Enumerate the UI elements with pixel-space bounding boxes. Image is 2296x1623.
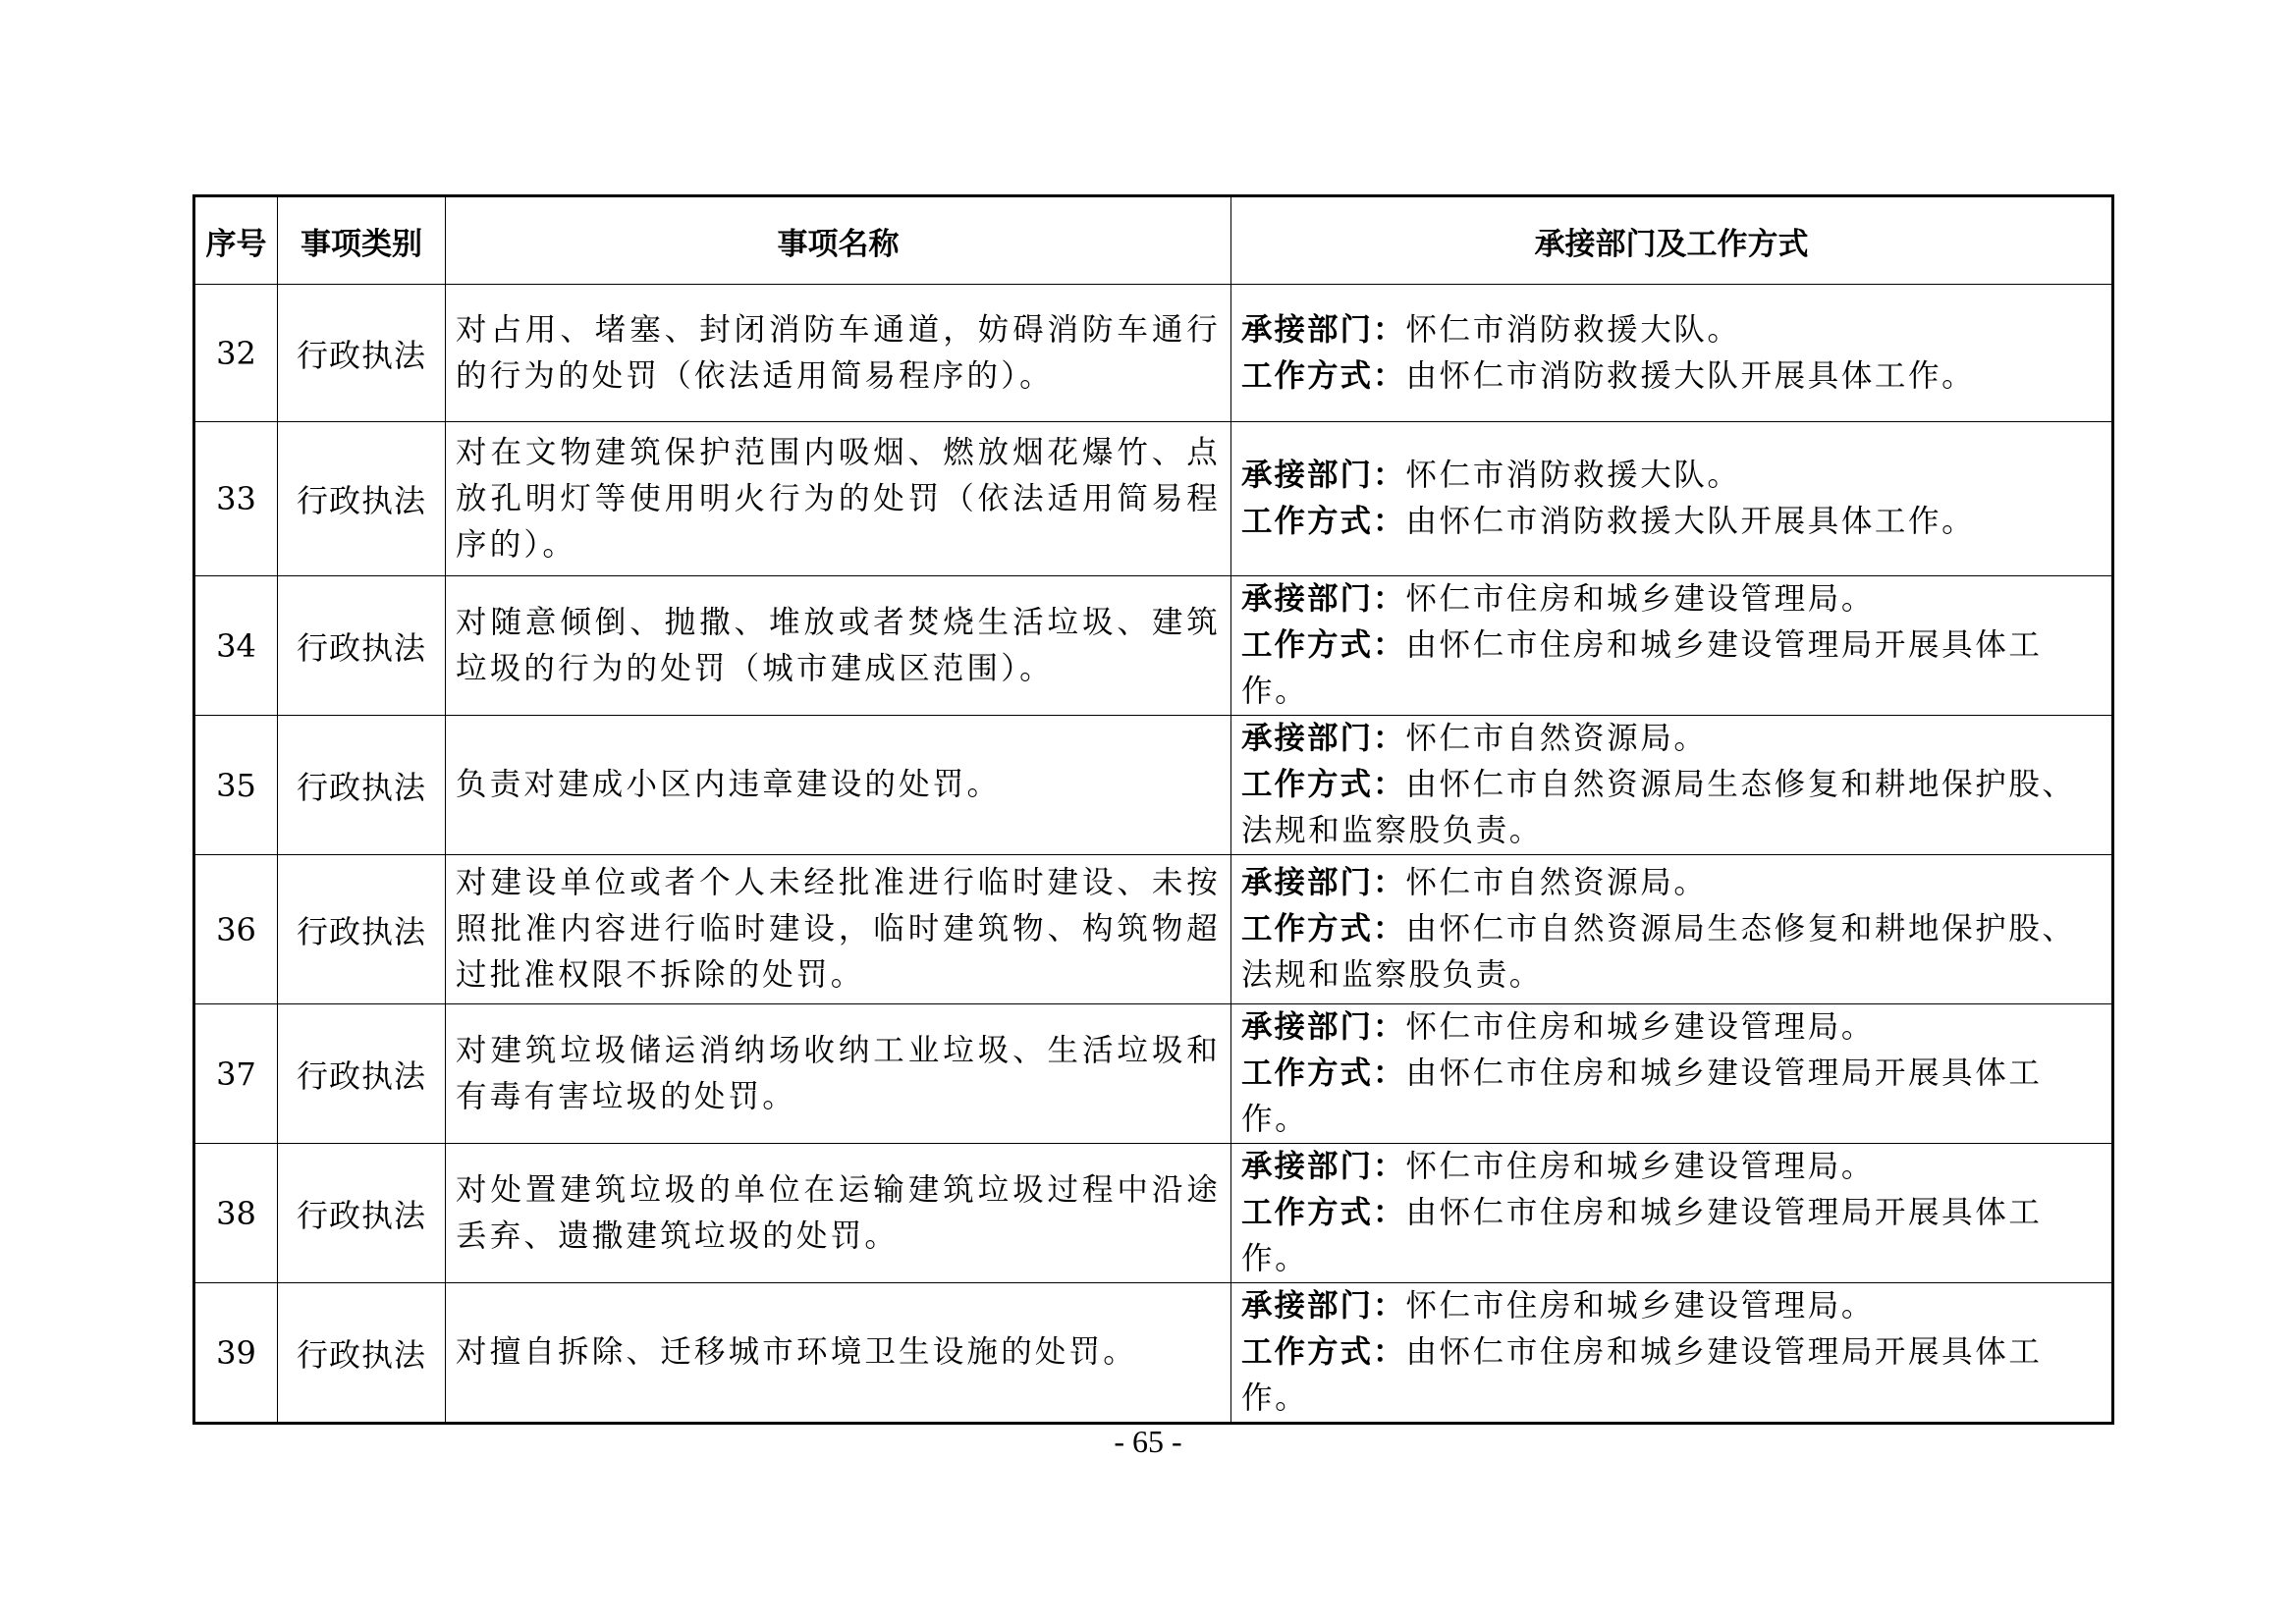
dept-label: 承接部门： — [1241, 1009, 1406, 1045]
method-value: 由怀仁市自然资源局生态修复和耕地保护股、法规和监察股负责。 — [1241, 767, 2076, 848]
dept-label: 承接部门： — [1241, 458, 1406, 493]
header-seq: 序号 — [194, 196, 278, 285]
header-dept: 承接部门及工作方式 — [1231, 196, 2113, 285]
row-dept-cell — [1231, 422, 2113, 576]
dept-line — [1241, 576, 2104, 622]
row-dept-cell — [1231, 1144, 2113, 1283]
method-value: 由怀仁市住房和城乡建设管理局开展具体工作。 — [1241, 627, 2043, 709]
dept-line — [1241, 1144, 2104, 1190]
dept-value: 怀仁市住房和城乡建设管理局。 — [1405, 1288, 1875, 1324]
row-seq: 32 — [194, 285, 278, 422]
dept-line — [1241, 716, 2104, 762]
dept-value: 怀仁市住房和城乡建设管理局。 — [1405, 581, 1875, 617]
row-seq: 36 — [194, 855, 278, 1004]
row-name: 对建设单位或者个人未经批准进行临时建设、未按照批准内容进行临时建设，临时建筑物、构筑物超过批准权限不拆除的处罚。 — [446, 855, 1231, 1004]
method-line — [1241, 1329, 2104, 1422]
method-value: 由怀仁市住房和城乡建设管理局开展具体工作。 — [1241, 1195, 2043, 1276]
header-category: 事项类别 — [278, 196, 446, 285]
dept-value: 怀仁市消防救援大队。 — [1405, 458, 1741, 493]
method-line — [1241, 906, 2104, 999]
row-seq: 38 — [194, 1144, 278, 1283]
row-dept-cell — [1231, 576, 2113, 716]
row-category: 行政执法 — [278, 422, 446, 576]
dept-value: 怀仁市自然资源局。 — [1405, 865, 1708, 900]
dept-line — [1241, 453, 2104, 499]
row-category: 行政执法 — [278, 285, 446, 422]
row-dept-cell — [1231, 1283, 2113, 1424]
page-number: - 65 - — [1114, 1424, 1182, 1459]
method-label: 工作方式： — [1241, 627, 1406, 663]
dept-label: 承接部门： — [1241, 581, 1406, 617]
method-line — [1241, 499, 2104, 545]
method-value: 由怀仁市自然资源局生态修复和耕地保护股、法规和监察股负责。 — [1241, 911, 2076, 993]
dept-label: 承接部门： — [1241, 311, 1406, 348]
method-value: 由怀仁市住房和城乡建设管理局开展具体工作。 — [1241, 1055, 2043, 1137]
table-row — [194, 422, 2113, 576]
header-name: 事项名称 — [446, 196, 1231, 285]
method-label: 工作方式： — [1241, 1195, 1406, 1230]
row-dept-cell — [1231, 855, 2113, 1004]
method-value: 由怀仁市消防救援大队开展具体工作。 — [1405, 357, 1976, 394]
row-dept-cell — [1231, 1004, 2113, 1144]
dept-label: 承接部门： — [1241, 721, 1406, 756]
row-dept-cell — [1231, 716, 2113, 855]
row-name: 对处置建筑垃圾的单位在运输建筑垃圾过程中沿途丢弃、遗撒建筑垃圾的处罚。 — [446, 1144, 1231, 1283]
row-dept-cell — [1231, 285, 2113, 422]
table-row — [194, 1283, 2113, 1424]
method-value: 由怀仁市住房和城乡建设管理局开展具体工作。 — [1241, 1334, 2043, 1416]
dept-line — [1241, 307, 2104, 353]
table-row — [194, 1144, 2113, 1283]
method-line — [1241, 353, 2104, 400]
method-label: 工作方式： — [1241, 357, 1406, 394]
row-category: 行政执法 — [278, 576, 446, 716]
dept-label: 承接部门： — [1241, 1149, 1406, 1184]
row-name: 对擅自拆除、迁移城市环境卫生设施的处罚。 — [446, 1283, 1231, 1424]
method-line — [1241, 622, 2104, 715]
table-row — [194, 855, 2113, 1004]
row-seq: 39 — [194, 1283, 278, 1424]
method-label: 工作方式： — [1241, 1334, 1406, 1370]
row-category: 行政执法 — [278, 855, 446, 1004]
table-row — [194, 1004, 2113, 1144]
row-seq: 33 — [194, 422, 278, 576]
matters-table — [192, 194, 2114, 1425]
table-row — [194, 576, 2113, 716]
row-seq: 35 — [194, 716, 278, 855]
row-category: 行政执法 — [278, 1144, 446, 1283]
dept-line — [1241, 860, 2104, 906]
dept-label: 承接部门： — [1241, 1288, 1406, 1324]
method-line — [1241, 1051, 2104, 1143]
dept-line — [1241, 1004, 2104, 1051]
table-row — [194, 285, 2113, 422]
dept-value: 怀仁市消防救援大队。 — [1405, 311, 1741, 348]
row-name: 对建筑垃圾储运消纳场收纳工业垃圾、生活垃圾和有毒有害垃圾的处罚。 — [446, 1004, 1231, 1144]
row-name: 对占用、堵塞、封闭消防车通道，妨碍消防车通行的行为的处罚（依法适用简易程序的）。 — [446, 285, 1231, 422]
method-label: 工作方式： — [1241, 911, 1406, 947]
row-name: 对在文物建筑保护范围内吸烟、燃放烟花爆竹、点放孔明灯等使用明火行为的处罚（依法适用简易程序的）。 — [446, 422, 1231, 576]
row-name: 负责对建成小区内违章建设的处罚。 — [446, 716, 1231, 855]
method-label: 工作方式： — [1241, 767, 1406, 802]
dept-value: 怀仁市住房和城乡建设管理局。 — [1405, 1009, 1875, 1045]
row-name: 对随意倾倒、抛撒、堆放或者焚烧生活垃圾、建筑垃圾的行为的处罚（城市建成区范围）。 — [446, 576, 1231, 716]
dept-value: 怀仁市自然资源局。 — [1405, 721, 1708, 756]
method-label: 工作方式： — [1241, 504, 1406, 539]
dept-value: 怀仁市住房和城乡建设管理局。 — [1405, 1149, 1875, 1184]
method-line — [1241, 762, 2104, 854]
table-row — [194, 716, 2113, 855]
dept-line — [1241, 1283, 2104, 1329]
table-header-row — [194, 196, 2113, 285]
row-seq: 34 — [194, 576, 278, 716]
row-category: 行政执法 — [278, 1283, 446, 1424]
row-category: 行政执法 — [278, 1004, 446, 1144]
method-value: 由怀仁市消防救援大队开展具体工作。 — [1405, 504, 1976, 539]
method-label: 工作方式： — [1241, 1055, 1406, 1091]
method-line — [1241, 1190, 2104, 1282]
row-category: 行政执法 — [278, 716, 446, 855]
dept-label: 承接部门： — [1241, 865, 1406, 900]
row-seq: 37 — [194, 1004, 278, 1144]
